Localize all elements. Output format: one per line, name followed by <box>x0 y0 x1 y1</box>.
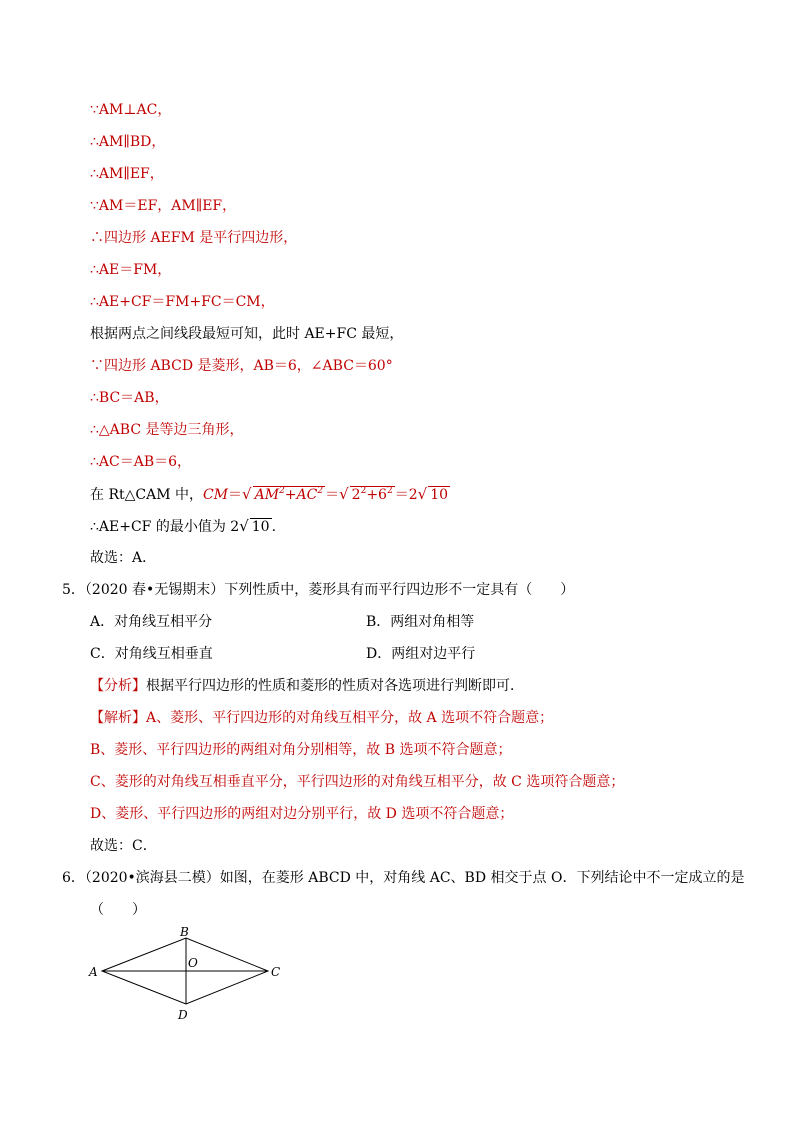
proof-line-3: ∴AM∥EF， <box>90 166 164 182</box>
radical-sign-4: √ <box>239 517 249 535</box>
q6-blank: （ ） <box>90 902 146 918</box>
radical-sign-2: √ <box>339 485 349 503</box>
q5-option-b: B．两组对角相等 <box>366 614 475 630</box>
q6-stem: 6．（2020•滨海县二模）如图，在菱形 ABCD 中，对角线 AC、BD 相交于点 O．下列结论中不一定成立的是 <box>62 870 745 886</box>
coefficient: 2 <box>408 487 418 503</box>
proof-line-12: ∴AC＝AB＝6， <box>90 454 192 470</box>
radicand-2: $2^2+6^2$ <box>351 486 393 503</box>
eq-sign-3: ＝ <box>394 487 409 503</box>
radicand-1: $AM^2+AC^2$ <box>254 486 324 503</box>
q5-solution-b: B、菱形、平行四边形的两组对角分别相等，故 B 选项不符合题意； <box>90 742 512 758</box>
proof-line-11: ∴△ABC 是等边三角形， <box>90 422 244 438</box>
rhombus-figure <box>86 922 296 1032</box>
cm-label: CM <box>203 487 229 503</box>
q5-solution-c: C、菱形的对角线互相垂直平分，平行四边形的对角线互相平分，故 C 选项符合题意； <box>90 774 625 790</box>
proof-line-9: ∵四边形 ABCD 是菱形，AB＝6，∠ABC＝60° <box>90 358 393 374</box>
label-d: D <box>178 1008 188 1022</box>
radical-sign-3: √ <box>417 485 428 503</box>
eq-sign-2: ＝ <box>325 487 340 503</box>
proof-line-7: ∴AE+CF＝FM+FC＝CM， <box>90 294 275 310</box>
proof-line-5: ∴四边形 AEFM 是平行四边形， <box>90 230 298 246</box>
q4-answer: 故选：A． <box>90 550 157 566</box>
q5-option-a: A．对角线互相平分 <box>90 614 213 630</box>
proof-line-1: ∵AM⊥AC， <box>90 102 172 118</box>
q5-solution-d: D、菱形、平行四边形的两组对边分别平行，故 D 选项不符合题意； <box>90 806 514 822</box>
label-b: B <box>180 925 189 939</box>
proof-line-10: ∴BC＝AB， <box>90 390 169 406</box>
proof-line-2: ∴AM∥BD， <box>90 134 166 150</box>
radical-sign: √ <box>242 485 252 503</box>
q5-solution-a: 【解析】A、菱形、平行四边形的对角线互相平分，故 A 选项不符合题意； <box>90 710 554 726</box>
q5-answer: 故选：C． <box>90 838 157 854</box>
min-value-line: ∴AE+CF 的最小值为 2√ 10 . <box>90 514 276 538</box>
q5-option-d: D．两组对边平行 <box>366 646 476 662</box>
proof-line-8: 根据两点之间线段最短可知，此时 AE+FC 最短， <box>90 326 404 342</box>
rt-triangle-line <box>90 482 450 506</box>
label-o: O <box>188 956 198 970</box>
analysis-text: 根据平行四边形的性质和菱形的性质对各选项进行判断即可． <box>146 678 524 694</box>
proof-line-6: ∴AE＝FM， <box>90 262 172 278</box>
eq-sign: ＝ <box>228 487 243 503</box>
radicand-3: 10 <box>430 487 449 503</box>
rt-prefix: 在 Rt△CAM 中， <box>90 487 203 503</box>
label-c: C <box>271 965 281 979</box>
analysis-tag: 【分析】 <box>90 678 146 694</box>
q5-stem: 5．（2020 春•无锡期末）下列性质中，菱形具有而平行四边形不一定具有（ ） <box>62 582 575 598</box>
proof-line-4: ∵AM＝EF，AM∥EF， <box>90 198 237 214</box>
solution-tag: 【解析】 <box>90 710 146 726</box>
label-a: A <box>89 965 98 979</box>
q5-option-c: C．对角线互相垂直 <box>90 646 213 662</box>
q5-analysis <box>90 674 524 698</box>
